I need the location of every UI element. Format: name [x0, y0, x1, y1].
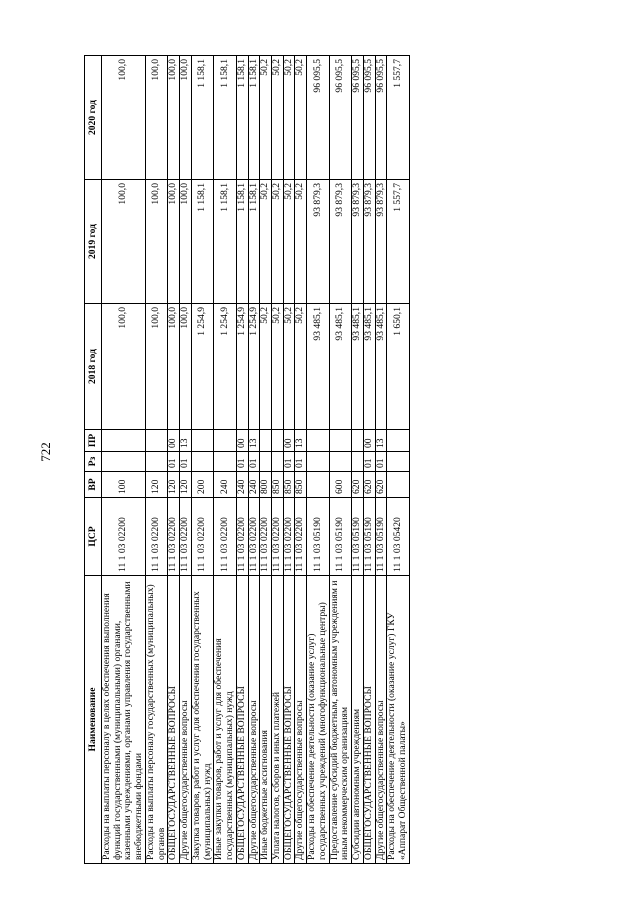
cell-pr — [102, 430, 146, 452]
cell-2019: 50,2 — [295, 180, 307, 304]
table-row — [307, 56, 329, 864]
cell-name: ОБЩЕГОСУДАРСТВЕННЫЕ ВОПРОСЫ — [363, 576, 375, 864]
cell-2020: 96 095,5 — [375, 56, 387, 180]
cell-name: Другие общегосударственные вопросы — [180, 576, 192, 864]
cell-2020: 96 095,5 — [352, 56, 364, 180]
cell-2019: 93 879,3 — [307, 180, 329, 304]
table-row — [102, 56, 146, 864]
cell-2020: 50,2 — [283, 56, 295, 180]
cell-csr: 11 1 03 05190 — [363, 498, 375, 576]
cell-name: ОБЩЕГОСУДАРСТВЕННЫЕ ВОПРОСЫ — [236, 576, 248, 864]
cell-2019: 1 158,1 — [236, 180, 248, 304]
cell-vr: 620 — [375, 472, 387, 498]
cell-2020: 96 095,5 — [307, 56, 329, 180]
cell-pr: 00 — [283, 430, 295, 452]
cell-2018: 93 485,1 — [329, 304, 351, 430]
header-2019: 2019 год — [85, 180, 102, 304]
cell-2020: 100,0 — [102, 56, 146, 180]
table-wrapper — [84, 56, 512, 864]
cell-pr — [272, 430, 284, 452]
cell-2018: 100,0 — [145, 304, 167, 430]
cell-vr: 850 — [295, 472, 307, 498]
cell-name: Расходы на выплаты персоналу государственных (муниципальных) органов — [145, 576, 167, 864]
cell-csr: 11 1 03 02200 — [180, 498, 192, 576]
cell-vr: 800 — [260, 472, 272, 498]
cell-rz — [145, 452, 167, 472]
cell-csr: 11 1 03 02200 — [236, 498, 248, 576]
cell-2019: 100,0 — [145, 180, 167, 304]
cell-vr: 600 — [329, 472, 351, 498]
table-row — [283, 56, 295, 864]
table-row — [375, 56, 387, 864]
table-row — [272, 56, 284, 864]
cell-2018: 50,2 — [272, 304, 284, 430]
cell-name: Уплата налогов, сборов и иных платежей — [272, 576, 284, 864]
cell-2019: 1 158,1 — [191, 180, 213, 304]
cell-name: Иные бюджетные ассигнования — [260, 576, 272, 864]
cell-pr — [191, 430, 213, 452]
cell-2020: 1 158,1 — [214, 56, 236, 180]
cell-csr: 11 1 03 02200 — [272, 498, 284, 576]
header-2018: 2018 год — [85, 304, 102, 430]
cell-rz — [214, 452, 236, 472]
rotated-table-area — [84, 56, 512, 864]
cell-2018: 1 650,1 — [387, 304, 409, 430]
header-name: Наименование — [85, 576, 102, 864]
cell-2018: 100,0 — [180, 304, 192, 430]
cell-2019: 50,2 — [272, 180, 284, 304]
table-row — [363, 56, 375, 864]
cell-2019: 1 557,7 — [387, 180, 409, 304]
header-rz: Рз — [85, 452, 102, 472]
cell-rz: 01 — [248, 452, 260, 472]
cell-name: Расходы на обеспечение деятельности (оказание услуг) государственных учреждений (многофункциональные центры) — [307, 576, 329, 864]
cell-csr: 11 1 03 02200 — [295, 498, 307, 576]
cell-2020: 100,0 — [168, 56, 180, 180]
cell-pr: 00 — [168, 430, 180, 452]
cell-name: Расходы на выплаты персоналу в целях обеспечения выполнения функций государственными (муниципальными) органами, казенными учреждениями, органами управления государственными внебюджетными фондами — [102, 576, 146, 864]
cell-pr — [214, 430, 236, 452]
cell-2019: 50,2 — [283, 180, 295, 304]
table-row — [248, 56, 260, 864]
cell-2018: 1 254,9 — [191, 304, 213, 430]
table-row — [191, 56, 213, 864]
cell-pr: 13 — [180, 430, 192, 452]
cell-2018: 50,2 — [260, 304, 272, 430]
cell-2018: 1 254,9 — [248, 304, 260, 430]
table-row — [214, 56, 236, 864]
cell-csr: 11 1 03 05190 — [329, 498, 351, 576]
cell-pr — [387, 430, 409, 452]
cell-name: Иные закупки товаров, работ и услуг для обеспечения государственных (муниципальных) нужд — [214, 576, 236, 864]
cell-2019: 1 158,1 — [214, 180, 236, 304]
cell-rz — [260, 452, 272, 472]
cell-name: Расходы на обеспечение деятельности (оказание услуг) ГКУ «Аппарат Общественной палаты» — [387, 576, 409, 864]
header-2020: 2020 год — [85, 56, 102, 180]
table-row — [295, 56, 307, 864]
cell-2018: 50,2 — [283, 304, 295, 430]
cell-name: Субсидии автономным учреждениям — [352, 576, 364, 864]
cell-name: Другие общегосударственные вопросы — [295, 576, 307, 864]
cell-name: Предоставление субсидий бюджетным, автономным учреждениям и иным некоммерческим организациям — [329, 576, 351, 864]
cell-rz — [307, 452, 329, 472]
cell-2019: 93 879,3 — [352, 180, 364, 304]
cell-rz: 01 — [295, 452, 307, 472]
cell-2020: 1 158,1 — [191, 56, 213, 180]
cell-2018: 50,2 — [295, 304, 307, 430]
cell-vr: 620 — [352, 472, 364, 498]
cell-rz — [102, 452, 146, 472]
cell-vr: 850 — [283, 472, 295, 498]
cell-rz — [352, 452, 364, 472]
header-pr: ПР — [85, 430, 102, 452]
cell-name: Другие общегосударственные вопросы — [248, 576, 260, 864]
cell-vr: 850 — [272, 472, 284, 498]
cell-vr: 620 — [363, 472, 375, 498]
cell-vr: 240 — [214, 472, 236, 498]
cell-2018: 93 485,1 — [307, 304, 329, 430]
cell-rz: 01 — [375, 452, 387, 472]
cell-vr: 100 — [102, 472, 146, 498]
cell-name: ОБЩЕГОСУДАРСТВЕННЫЕ ВОПРОСЫ — [168, 576, 180, 864]
cell-2018: 100,0 — [102, 304, 146, 430]
cell-2018: 1 254,9 — [214, 304, 236, 430]
cell-2018: 1 254,9 — [236, 304, 248, 430]
cell-csr: 11 1 03 05190 — [352, 498, 364, 576]
cell-pr — [145, 430, 167, 452]
cell-2019: 93 879,3 — [329, 180, 351, 304]
cell-2020: 100,0 — [180, 56, 192, 180]
cell-vr: 120 — [168, 472, 180, 498]
cell-rz: 01 — [236, 452, 248, 472]
cell-pr — [260, 430, 272, 452]
cell-2020: 96 095,5 — [363, 56, 375, 180]
cell-csr: 11 1 03 05190 — [375, 498, 387, 576]
cell-pr: 13 — [248, 430, 260, 452]
cell-2019: 100,0 — [102, 180, 146, 304]
cell-pr — [307, 430, 329, 452]
cell-rz: 01 — [363, 452, 375, 472]
cell-2018: 93 485,1 — [375, 304, 387, 430]
header-csr: ЦСР — [85, 498, 102, 576]
cell-vr: 240 — [248, 472, 260, 498]
cell-2020: 1 158,1 — [236, 56, 248, 180]
cell-csr: 11 1 03 02200 — [260, 498, 272, 576]
cell-rz — [191, 452, 213, 472]
cell-2020: 50,2 — [295, 56, 307, 180]
cell-2020: 100,0 — [145, 56, 167, 180]
table-body — [102, 56, 410, 864]
cell-csr: 11 1 03 02200 — [168, 498, 180, 576]
cell-vr: 120 — [145, 472, 167, 498]
table-row — [260, 56, 272, 864]
cell-vr: 120 — [180, 472, 192, 498]
cell-pr: 00 — [236, 430, 248, 452]
cell-csr: 11 1 03 02200 — [102, 498, 146, 576]
cell-csr: 11 1 03 02200 — [191, 498, 213, 576]
cell-pr — [329, 430, 351, 452]
table-row — [168, 56, 180, 864]
header-vr: ВР — [85, 472, 102, 498]
cell-2019: 100,0 — [180, 180, 192, 304]
table-row — [180, 56, 192, 864]
cell-vr — [387, 472, 409, 498]
cell-pr: 13 — [295, 430, 307, 452]
cell-vr — [307, 472, 329, 498]
cell-2018: 93 485,1 — [363, 304, 375, 430]
budget-table — [84, 55, 410, 864]
cell-pr — [352, 430, 364, 452]
cell-rz: 01 — [168, 452, 180, 472]
cell-csr: 11 1 03 02200 — [145, 498, 167, 576]
cell-2019: 1 158,1 — [248, 180, 260, 304]
header-row — [85, 56, 102, 864]
cell-rz: 01 — [180, 452, 192, 472]
cell-rz: 01 — [283, 452, 295, 472]
table-row — [329, 56, 351, 864]
cell-vr: 240 — [236, 472, 248, 498]
cell-2018: 93 485,1 — [352, 304, 364, 430]
table-row — [145, 56, 167, 864]
cell-2019: 93 879,3 — [375, 180, 387, 304]
cell-2019: 100,0 — [168, 180, 180, 304]
cell-2020: 1 557,7 — [387, 56, 409, 180]
cell-2019: 93 879,3 — [363, 180, 375, 304]
cell-csr: 11 1 03 02200 — [283, 498, 295, 576]
cell-2020: 1 158,1 — [248, 56, 260, 180]
page-number: 722 — [38, 442, 53, 462]
table-row — [387, 56, 409, 864]
cell-2020: 50,2 — [260, 56, 272, 180]
cell-name: ОБЩЕГОСУДАРСТВЕННЫЕ ВОПРОСЫ — [283, 576, 295, 864]
cell-csr: 11 1 03 05190 — [307, 498, 329, 576]
cell-name: Закупка товаров, работ и услуг для обеспечения государственных (муниципальных) нужд — [191, 576, 213, 864]
cell-2020: 96 095,5 — [329, 56, 351, 180]
cell-rz — [329, 452, 351, 472]
cell-pr: 13 — [375, 430, 387, 452]
table-row — [236, 56, 248, 864]
cell-2020: 50,2 — [272, 56, 284, 180]
cell-csr: 11 1 03 02200 — [248, 498, 260, 576]
table-row — [352, 56, 364, 864]
cell-2018: 100,0 — [168, 304, 180, 430]
cell-rz — [387, 452, 409, 472]
cell-vr: 200 — [191, 472, 213, 498]
cell-rz — [272, 452, 284, 472]
cell-pr: 00 — [363, 430, 375, 452]
cell-csr: 11 1 03 05420 — [387, 498, 409, 576]
cell-2019: 50,2 — [260, 180, 272, 304]
cell-name: Другие общегосударственные вопросы — [375, 576, 387, 864]
cell-csr: 11 1 03 02200 — [214, 498, 236, 576]
